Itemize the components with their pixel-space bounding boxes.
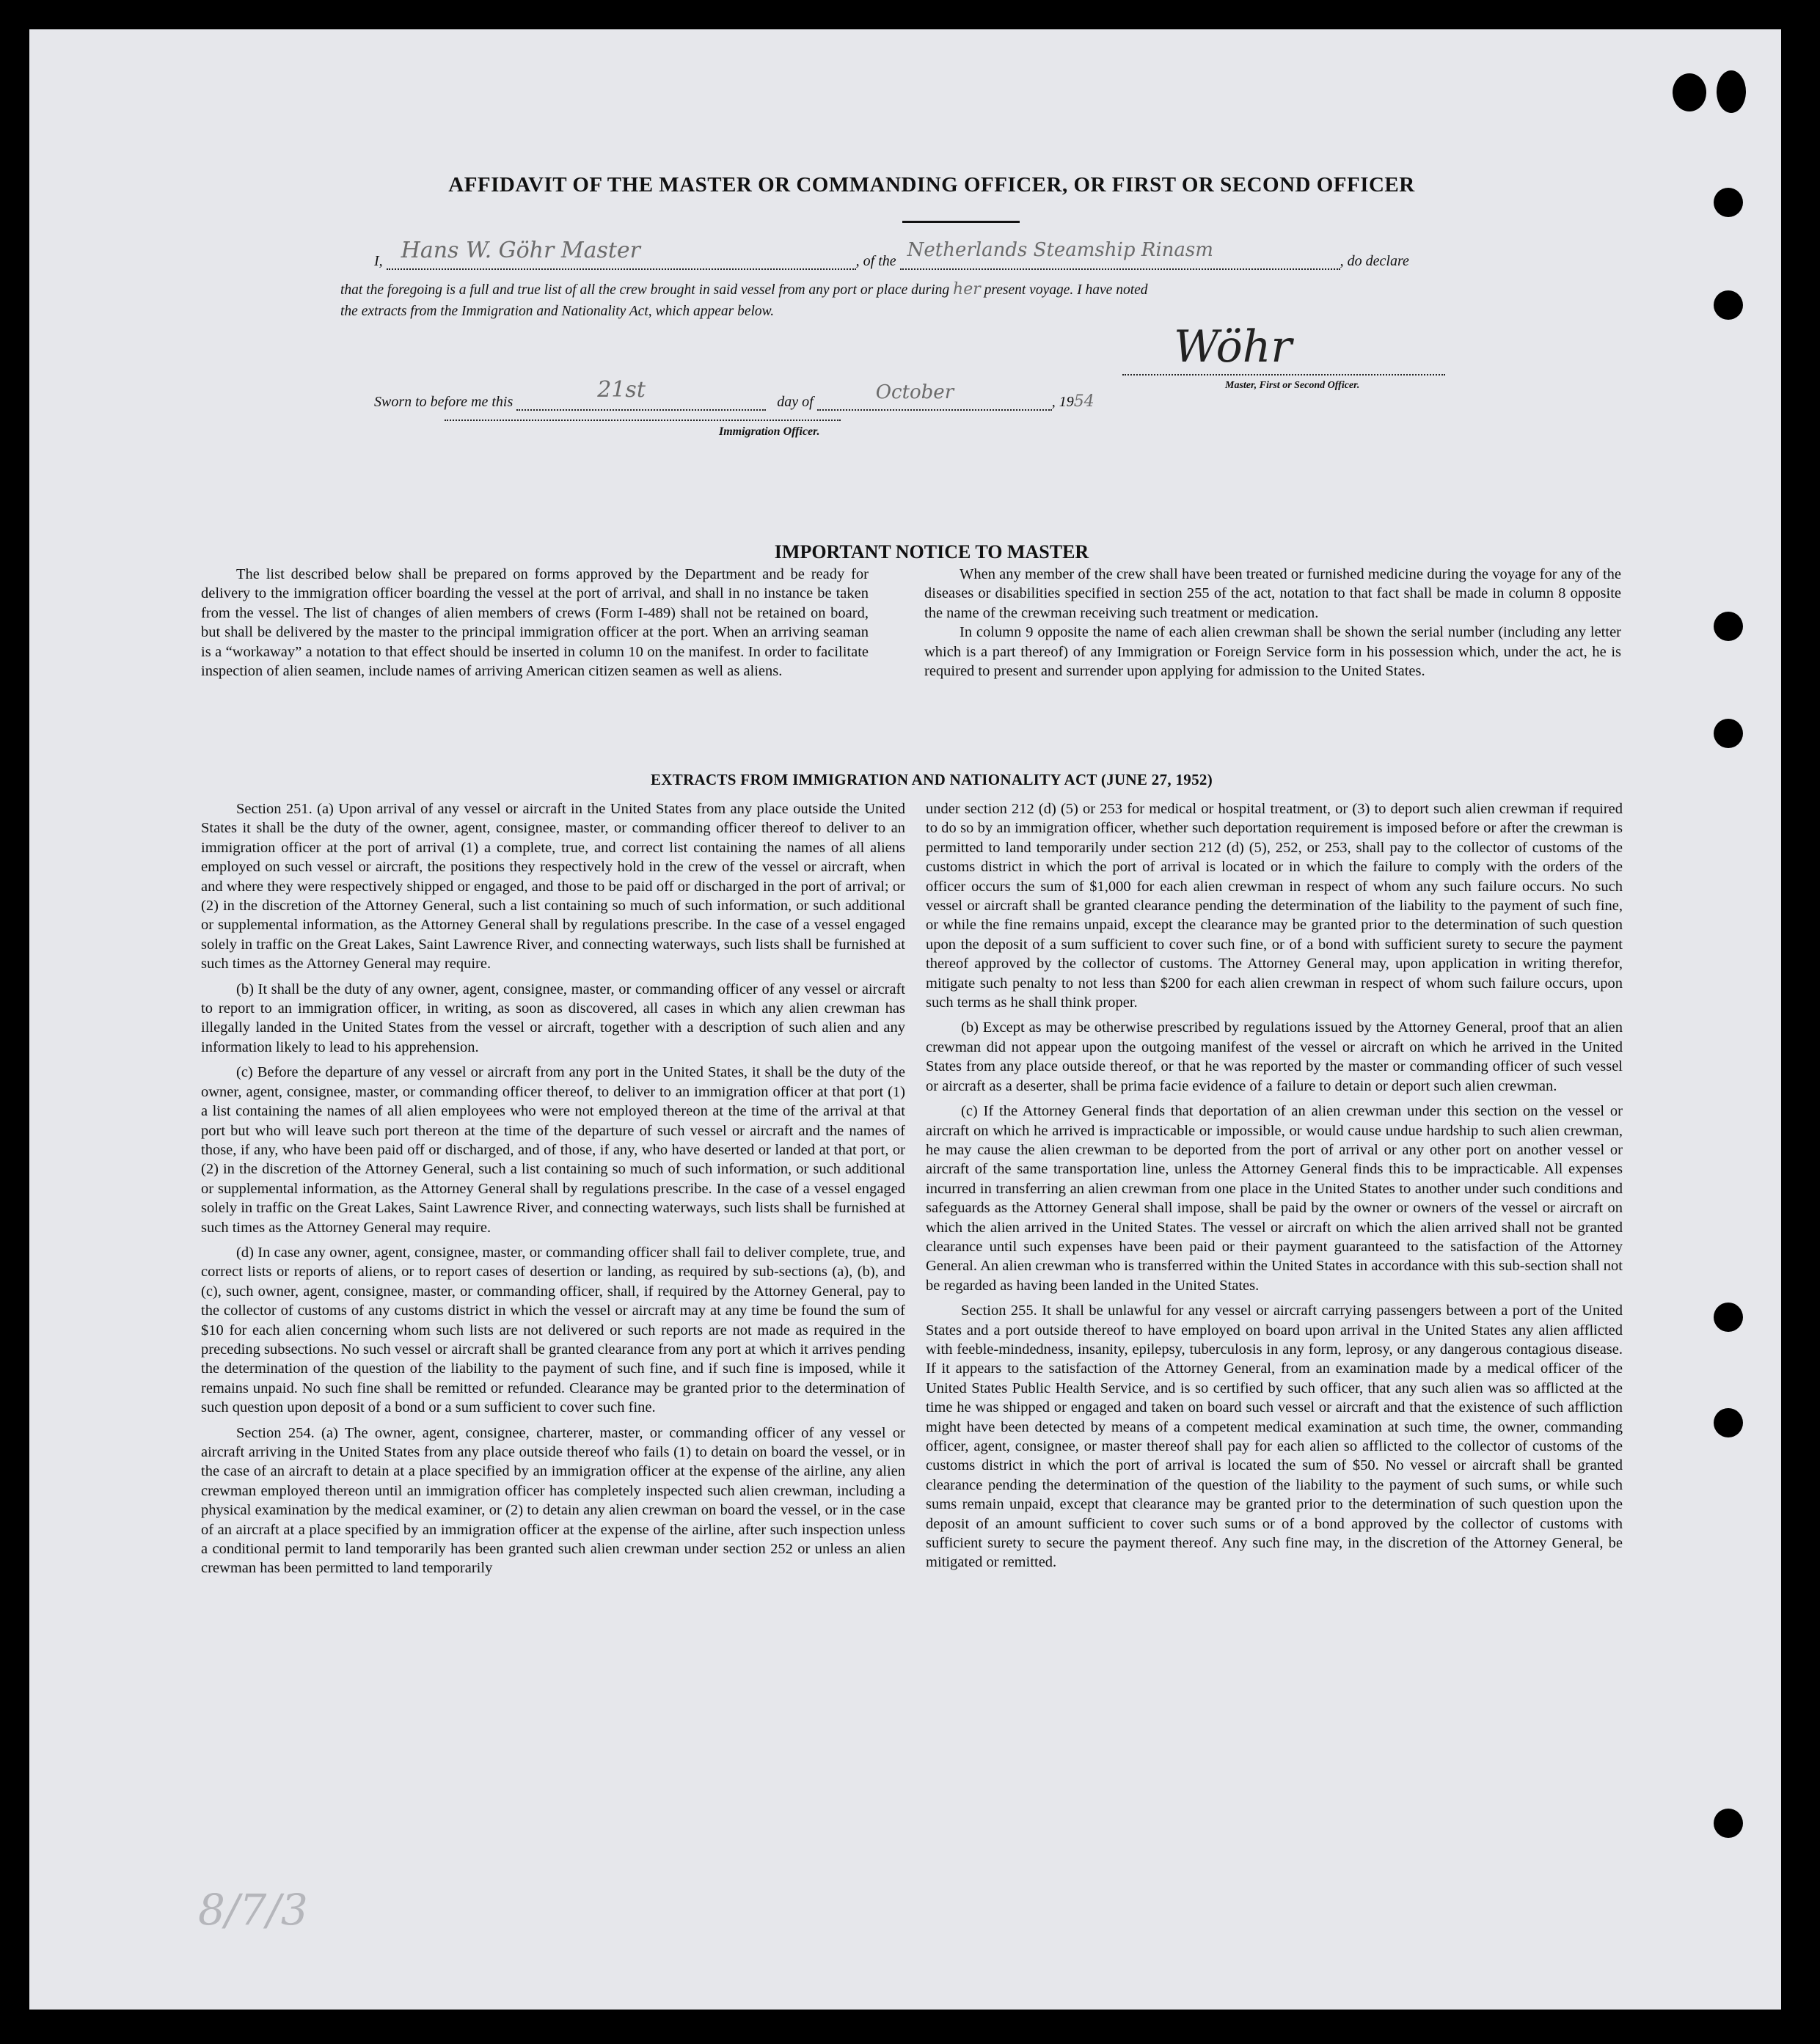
extract-paragraph: (b) It shall be the duty of any owner, agent, consignee, master, or commanding officer of any vessel or aircraft to report to an immigration officer, in writing, as soon as discovered, all cases in which any alien crewman has illegally landed in the United States from the vessel or aircraft, together with a description of such alien and any information likely to lead to his apprehension. (201, 981, 905, 1055)
punch-hole (1714, 1303, 1743, 1332)
affidavit-title: AFFIDAVIT OF THE MASTER OR COMMANDING OFFICER, OR FIRST OR SECOND OFFICER (448, 173, 1415, 197)
declaration-line-2b-text: present voyage. I have noted (984, 282, 1148, 298)
punch-hole (1714, 290, 1743, 320)
day-of-label: day of (777, 394, 814, 410)
extract-paragraph: Section 254. (a) The owner, agent, consignee, charterer, master, or commanding officer of any vessel or aircraft arriving in the United States from any place outside thereof who fails (1) to detain on board the vessel, or in the case of an aircraft to detain at a place specified by an immigration officer at the expense of the airline, any alien crewman employed thereon until an immigration officer has completely inspected such alien crewman, including a physical examination by the medical examiner, or (2) to detain any alien crewman on board the vessel, or in the case of an aircraft at a place specified by an immigration officer at the expense of the airline, after such inspection unless a conditional permit to land temporarily has been granted such alien crewman under section 252 or unless an alien crewman has been permitted to land temporarily (201, 1424, 905, 1577)
do-declare-text: , do declare (1340, 253, 1409, 269)
notice-paragraph: The list described below shall be prepared on forms approved by the Department and be ready for delivery to the immigration officer boarding the vessel at the port of arrival, and shall in no instance be taken from the vessel. The list of changes of alien members of crews (Form I-489) shall not be retained on board, but shall be delivered by the master to the principal immigration officer at the port. When an arriving seaman is a “workaway” a notation to that effect should be inserted in column 10 on the manifest. In order to facilitate inspection of alien seamen, include names of arriving American citizen seamen as well as aliens. (201, 566, 869, 680)
name-field (387, 238, 856, 270)
extract-paragraph: Section 255. It shall be unlawful for any vessel or aircraft carrying passengers between a port of the United States and a port outside thereof to have employed on board upon arrival in the United States any alien afflicted with feeble-mindedness, insanity, epilepsy, tuberculosis in any form, leprosy, or any dangerous contagious disease. If it appears to the satisfaction of the Attorney General, from an examination made by a medical officer of the United States Public Health Service, and is so certified by such officer, that any such alien was so afflicted at the time he was shipped or engaged and taken on board such vessel or aircraft and that the existence of such affliction might have been detected by means of a competent medical examination at such time, the owner, commanding officer, agent, consignee, or master thereof shall pay for each alien so afflicted to the collector of customs of the customs district in which the port of arrival is located the sum of $50. No vessel or aircraft shall be granted clearance pending the determination of the question of the liability to the payment of such sums, or while such sums remain unpaid, except that clearance may be granted prior to the determination of such question upon the deposit of an amount sufficient to cover such sums or of a bond approved by the collector of customs with sufficient surety to secure the payment thereof. Any such fine may, in the discretion of the Attorney General, be mitigated or remitted. (926, 1303, 1623, 1571)
sworn-day-field (516, 377, 766, 411)
punch-hole (1714, 719, 1743, 748)
signature-line (1122, 374, 1445, 376)
name-handwritten: Hans W. Göhr Master (401, 238, 641, 263)
extract-paragraph: (d) In case any owner, agent, consignee, master, or commanding officer shall fail to deliver complete, true, and correct lists or reports of aliens, or to report cases of desertion or landing, as required by sub-sections (a), (b), and (c), such owner, agent, consignee, master, or commanding officer, shall, if required by the Attorney General, pay to the collector of customs of any customs district in which the vessel or aircraft may at any time be found the sum of $10 for each alien concerning whom such lists are not delivered or such reports are not made as required in the preceding subsections. No such vessel or aircraft shall be granted clearance from any port at which it arrives pending the determination of the question of the liability to the payment of such fine, and if such fine is imposed, while it remains unpaid. No such fine shall be remitted or refunded. Clearance may be granted prior to the determination of such question upon deposit of a bond or a sum sufficient to cover such fine. (201, 1244, 905, 1416)
punch-hole (1673, 73, 1706, 111)
extracts-right-column (926, 799, 1623, 1578)
extracts-title: EXTRACTS FROM IMMIGRATION AND NATIONALITY ACT (JUNE 27, 1952) (651, 771, 1213, 788)
extract-paragraph: (c) Before the departure of any vessel or aircraft from any port in the United States, it shall be the duty of the owner, agent, consignee, master, or commanding officer thereof, to deliver to an immigration officer at that port (1) a list containing the names of all alien employees who were not employed thereon at the time of the arrival at that port but who will leave such port thereon at the time of the departure of such vessel or aircraft and the names of those, if any, who have been paid off or discharged, and of those, if any, who have deserted or landed at that port, or (2) in the discretion of the Attorney General, such a list containing so much of such information, or such additional or supplemental information, as the Attorney General shall by regulations prescribe. In the case of a vessel engaged solely in traffic on the Great Lakes, Saint Lawrence River, and connecting waterways, such lists shall be furnished at such times as the Attorney General may require. (201, 1064, 905, 1236)
notice-paragraph: When any member of the crew shall have been treated or furnished medicine during the voyage for any of the diseases or disabilities specified in section 255 of the act, notation to that fact shall be made in column 8 opposite the name of the crewman receiving such treatment or medication. (924, 566, 1621, 621)
bottom-left-handwriting: 8/7/3 (198, 1885, 308, 1935)
punch-hole (1714, 1809, 1743, 1838)
declaration-line-2-text: that the foregoing is a full and true list of all the crew brought in said vessel from any port or place during (340, 282, 950, 298)
year-handwritten: 54 (1073, 392, 1094, 411)
declaration-line-1 (374, 238, 1489, 270)
officer-line (445, 420, 841, 421)
sworn-month-handwritten: October (875, 381, 954, 403)
notice-right-column (924, 565, 1621, 686)
sworn-day-handwritten: 21st (597, 377, 646, 403)
vessel-handwritten: Netherlands Steamship Rinasm (907, 239, 1213, 261)
declaration-line-2 (340, 280, 1148, 298)
pronoun-text: I, (374, 253, 383, 269)
punch-hole (1714, 1408, 1743, 1437)
sworn-label: Sworn to before me this (374, 394, 514, 410)
sworn-month-field (817, 381, 1052, 411)
of-the-text: , of the (855, 253, 896, 269)
punch-hole (1714, 188, 1743, 217)
declaration-line-3: the extracts from the Immigration and Nationality Act, which appear below. (340, 304, 775, 319)
extract-paragraph: (b) Except as may be otherwise prescribed by regulations issued by the Attorney General, proof that an alien crewman did not appear upon the outgoing manifest of the vessel or aircraft on which he arrived in the United States from any place outside thereof, or that he was reported by the master or commanding officer of such vessel or aircraft as a deserter, shall be prima facie evidence of a failure to detain or deport such alien crewman. (926, 1019, 1623, 1094)
extract-paragraph: Section 251. (a) Upon arrival of any vessel or aircraft in the United States from any place outside the United States it shall be the duty of the owner, agent, consignee, master, or commanding officer thereof to deliver to an immigration officer at the port of arrival (1) a complete, true, and correct list containing the names of all aliens employed on such vessel or aircraft, the positions they respectively hold in the crew of the vessel or aircraft, when and where they were respectively shipped or engaged, and those to be paid off or discharged in the port of arrival; or (2) in the discretion of the Attorney General, such a list containing so much of such information, or such additional or supplemental information, as the Attorney General shall by regulations prescribe. In the case of a vessel engaged solely in traffic on the Great Lakes, Saint Lawrence River, and connecting waterways, such lists shall be furnished at such times as the Attorney General may require. (201, 801, 905, 972)
master-signature: Wöhr (1174, 321, 1293, 373)
her-handwritten: her (953, 280, 981, 298)
immigration-officer-label: Immigration Officer. (719, 425, 820, 438)
year-prefix: , 19 (1051, 394, 1074, 410)
extracts-left-column (201, 799, 905, 1584)
extract-paragraph: under section 212 (d) (5) or 253 for medical or hospital treatment, or (3) to deport such alien crewman if required to do so by an immigration officer, whether such deportation requirement is imposed before or after the crewman is permitted to land temporarily under section 212 (d) (5), 252, or 253, shall pay to the collector of customs of the customs district in which the port of arrival is located or in which the failure to comply with the orders of the officer occurs the sum of $1,000 for each alien crewman in respect of whom any such failure occurs. No such vessel or aircraft shall be granted clearance pending the determination of the liability to the payment of such fine, or while the fine remains unpaid, except the clearance may be granted prior to the determination of such question upon the deposit of a sum sufficient to cover such fine, or of a bond with sufficient surety to secure the payment thereof approved by the collector of customs. The Attorney General may, upon application in writing therefor, mitigate such penalty to not less than $200 for each alien crewman in respect of whom such failure occurs, upon such terms as he shall think proper. (926, 801, 1623, 1011)
title-rule (902, 221, 1020, 223)
document-page (29, 29, 1781, 2010)
punch-hole (1714, 612, 1743, 641)
notice-title: IMPORTANT NOTICE TO MASTER (774, 541, 1089, 563)
punch-hole (1717, 70, 1746, 113)
extract-paragraph: (c) If the Attorney General finds that deportation of an alien crewman under this section on the vessel or aircraft on which he arrived is impracticable or impossible, or would cause undue hardship to such alien crewman, he may cause the alien crewman to be deported from the port of arrival or any other port on another vessel or aircraft of the same transportation line, unless the Attorney General finds this to be impracticable. All expenses incurred in transferring an alien crewman from one place in the United States to another under such conditions and safeguards as the Attorney General shall impose, shall be paid by the owner or owners of the vessel or aircraft on which the alien arrived in the United States. The vessel or aircraft on which the alien arrived shall not be granted clearance until such expenses have been paid or their payment guaranteed to the satisfaction of the Attorney General. An alien crewman who is transferred within the United States in accordance with this sub-section shall not be regarded as having been landed in the United States. (926, 1103, 1623, 1294)
vessel-field (900, 239, 1340, 270)
notice-paragraph: In column 9 opposite the name of each alien crewman shall be shown the serial number (including any letter which is a part thereof) of any Immigration or Foreign Service form in his possession which, under the act, he is required to present and surrender upon applying for admission to the United States. (924, 624, 1621, 680)
notice-left-column (201, 565, 869, 686)
signature-caption: Master, First or Second Officer. (1225, 380, 1360, 391)
sworn-line (374, 377, 1094, 411)
